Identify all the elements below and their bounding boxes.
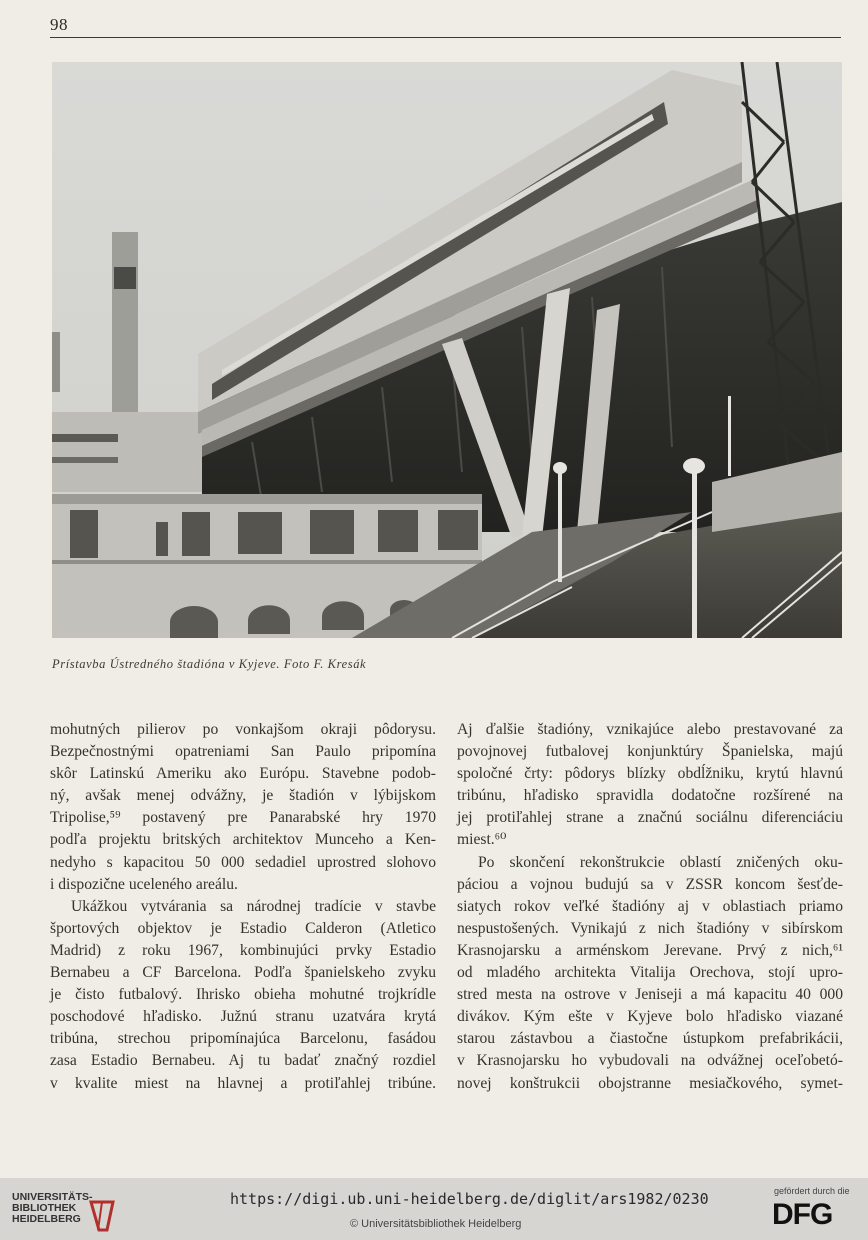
- stadium-photo: [52, 62, 842, 638]
- text-line: Aj ďalšie štadióny, vznikajúce alebo prestavované za: [457, 721, 843, 738]
- dfg-logo-text: DFG: [772, 1198, 833, 1231]
- text-line: Bernabeu a CF Barcelona. Podľa španielskeho zvyku: [50, 964, 436, 982]
- page-number: 98: [50, 15, 68, 34]
- text-line: nespustošených. Vynikajú z nich štadióny v sibírskom: [457, 919, 843, 937]
- text-line: jej protiľahlej strane a značnú sociálnu diferenciáciu: [457, 809, 843, 827]
- left-text-column: [50, 719, 436, 1095]
- text-line: zasa Estadio Bernabeu. Aj tu badať značný rozdiel: [50, 1052, 436, 1070]
- text-line: siatych rokov veľké štadióny aj v oblastiach priamo: [457, 897, 843, 915]
- text-line: od mladého architekta Vitalija Orechova, stojí upro-: [457, 964, 843, 982]
- text-line: športových objektov je Estadio Calderon (Atletico: [50, 919, 436, 937]
- text-line: Po skončení rekonštrukcie oblastí zničených oku-: [478, 853, 843, 871]
- text-line: i dispozične uceleného areálu.: [50, 875, 238, 893]
- text-line: Tripolise,⁵⁹ postavený pre Panarabské hry 1970: [50, 809, 436, 827]
- text-line: stred mesta na ostrove v Jeniseji a má kapacitu 40 000: [457, 986, 843, 1004]
- text-line: spoločné črty: pôdorys blízky obdĺžniku, krytú hlavnú: [457, 765, 843, 783]
- university-library-logo[interactable]: [12, 1192, 132, 1232]
- viewer-footer: [0, 1178, 868, 1240]
- text-line: novej konštrukcii obojstranne mesiačkového, symet-: [457, 1074, 843, 1092]
- text-line: v kvalite miest na hlavnej a protiľahlej tribúne.: [50, 1074, 436, 1092]
- text-line: v Krasnojarsku ho vybudovali na odvážnej oceľobetó-: [457, 1052, 843, 1070]
- text-line: starou zástavbou a čiastočne ústupkom prefabrikácii,: [457, 1030, 843, 1048]
- library-mark-icon: [87, 1198, 123, 1234]
- text-line: Ukážkou vytvárania sa národnej tradície v stavbe: [71, 897, 436, 915]
- text-line: poschodové hľadisko. Južnú stranu uzatvára krytá: [50, 1008, 436, 1026]
- funder-note: gefördert durch die: [774, 1186, 850, 1196]
- text-line: Bezpečnostnými opatreniami San Paulo pripomína: [50, 743, 436, 761]
- text-line: páciou a vojnou budujú sa v ZSSR koncom šesťde-: [457, 875, 843, 893]
- text-line: povojnovej futbalovej konjunktúry Španielska, majú: [457, 743, 843, 761]
- copyright-notice: © Universitätsbibliothek Heidelberg: [350, 1218, 522, 1230]
- text-line: tribúnu, hľadisko spravidla dodatočne rozšírené na: [457, 787, 843, 805]
- text-line: ný, avšak menej odvážny, je štadión v lýbijskom: [50, 787, 436, 805]
- text-line: Madrid) z roku 1967, kombinujúci prvky Estadio: [50, 941, 436, 959]
- text-line: nedyho s kapacitou 50 000 sedadiel uprostred slohovo: [50, 853, 436, 871]
- text-line: podľa projektu britských architektov Munceho a Ken-: [50, 831, 436, 849]
- text-line: miest.⁶⁰: [457, 831, 507, 849]
- university-library-name: UNIVERSITÄTS- BIBLIOTHEK HEIDELBERG: [12, 1191, 93, 1225]
- dfg-funder-logo[interactable]: [768, 1186, 858, 1236]
- text-line: tribúna, strechou pripomínajúca Barcelonu, fasádou: [50, 1030, 436, 1048]
- text-line: skôr Latinskú Ameriku ako Európu. Stavebne podob-: [50, 765, 436, 783]
- text-line: je čisto futbalový. Ihrisko obieha mohutné trojkrídle: [50, 986, 436, 1004]
- text-line: Krasnojarsku a arménskom Jerevane. Prvý z nich,⁶¹: [457, 941, 843, 959]
- text-line: mohutných pilierov po vonkajšom okraji pôdorysu.: [50, 721, 436, 738]
- right-text-column: [457, 719, 843, 1095]
- text-line: divákov. Kým ešte v Kyjeve bolo hľadisko viazané: [457, 1008, 843, 1026]
- photo-caption: Prístavba Ústredného štadióna v Kyjeve. Foto F. Kresák: [52, 657, 367, 671]
- document-url-link[interactable]: https://digi.ub.uni-heidelberg.de/diglit/ars1982/0230: [230, 1190, 709, 1208]
- header-rule: [50, 37, 841, 38]
